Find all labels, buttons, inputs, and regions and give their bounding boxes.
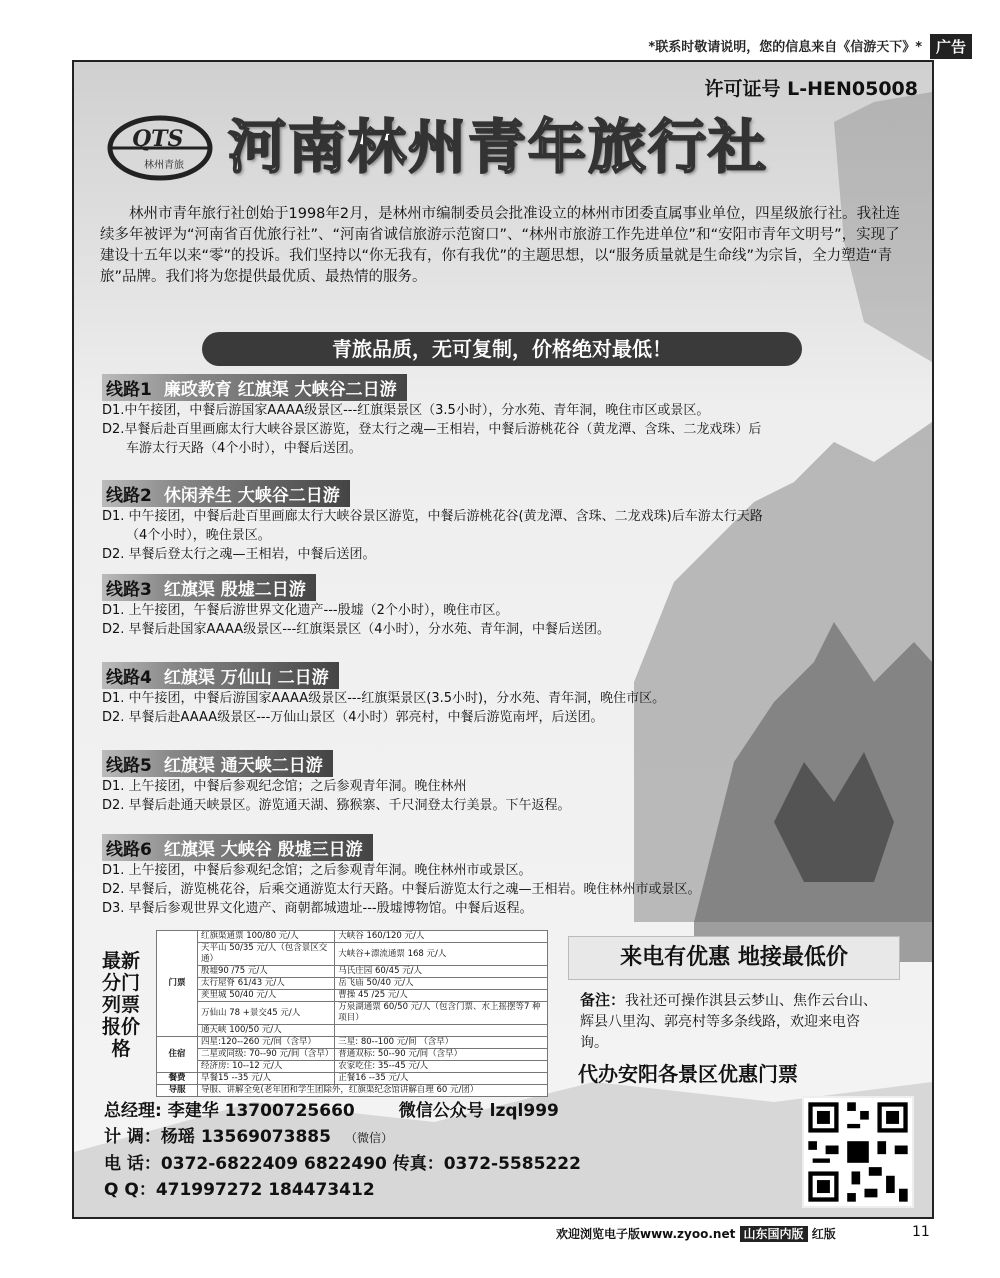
price-cell: 二星或同级: 70--90 元/间（含早） [198,1049,335,1061]
price-row [157,978,548,990]
price-row [157,1061,548,1073]
route-number: 线路1 [106,380,152,400]
price-cell: 太行屋脊 61/43 元/人 [198,978,335,990]
price-cell: 大峡谷+漂流通票 168 元/人 [335,943,548,966]
route-1 [102,374,902,458]
price-row [157,943,548,966]
planner-note: （微信） [344,1131,393,1145]
route-name: 休闲养生 大峡谷二日游 [163,486,340,506]
ad-label: 广告 [930,34,972,59]
price-cell: 红旗渠通票 100/80 元/人 [198,931,335,943]
route-number: 线路6 [106,840,152,860]
price-cell: 天平山 50/35 元/人（包含景区交通） [198,943,335,966]
price-cell [335,1025,548,1037]
note-text: 我社还可操作淇县云梦山、焦作云台山、辉县八里沟、郭亮村等多条线路，欢迎来电咨询。 [580,993,878,1051]
price-row [157,990,548,1002]
contacts [104,1098,595,1203]
price-cell: 大峡谷 160/120 元/人 [335,931,548,943]
footer-site: 欢迎浏览电子版www.zyoo.net [556,1227,736,1241]
phone-fax: 电 话：0372-6822409 6822490 传真：0372-5585222 [104,1154,581,1174]
planner-contact: 计 调：杨瑶 13569073885 [104,1127,331,1147]
route-line: D1. 中午接团，中餐后赴百里画廊太行大峡谷景区游览，中餐后游桃花谷(黄龙潭、含珠、二龙戏珠)后车游太行天路 [102,509,763,524]
route-line: D2. 早餐后赴通天峡景区。游览通天湖、猕猴寨、千尺洞登太行美景。下午返程。 [102,798,571,813]
footer-edition2: 红版 [811,1227,836,1241]
route-5 [102,750,902,815]
intro-paragraph: 林州市青年旅行社创始于1998年2月，是林州市编制委员会批准设立的林州市团委直属事业单位，四星级旅行社。我社连续多年被评为“河南省百优旅行社”、“河南省诚信旅游示范窗口”、“林州市旅游工作先进单位”和“安阳市青年文明号”，实现了建设十五年以来“零”的投诉。我们坚持以“你无我有，你有我优”的主题思想，以“服务质量就是生命线”为宗旨，全力塑造“青旅”品牌。我们将为您提供最优质、最热情的服务。 [100,206,901,285]
logo-letters: QTS [132,126,184,152]
price-cell: 经济房: 10--12 元/人 [198,1061,335,1073]
price-cell: 正餐16 --35 元/人 [335,1073,548,1085]
route-line: D3. 早餐后参观世界文化遗产、商朝都城遗址---殷墟博物馆。中餐后返程。 [102,901,533,916]
qq-numbers: Q Q：471997272 184473412 [104,1180,375,1200]
price-cell: 通天峡 100/50 元/人 [198,1025,335,1037]
advert-frame [72,60,934,1219]
route-line: D1. 上午接团，中餐后参观纪念馆；之后参观青年洞。晚住林州 [102,779,467,794]
manager-contact: 总经理: 李建华 13700725660 [104,1101,355,1121]
price-cell: 早餐15 --35 元/人 [198,1073,335,1085]
note-block [580,990,880,1054]
route-title [102,480,350,507]
price-cell: 万泉湖通票 60/50 元/人（包含门票、水上摇摆等7 种项目） [335,1002,548,1025]
price-cell: 曹操 45 /25 元/人 [335,990,548,1002]
price-cell: 三星: 80--100 元/间 （含早） [335,1037,548,1049]
price-cell: 马氏庄园 60/45 元/人 [335,966,548,978]
route-2 [102,480,902,564]
route-line: D1. 中午接团，中餐后游国家AAAA级景区---红旗渠景区(3.5小时)，分水苑、青年洞，晚住市区。 [102,691,666,706]
route-title [102,750,333,777]
page-number: 11 [912,1224,930,1240]
route-title [102,374,407,401]
route-name: 红旗渠 殷墟二日游 [163,580,306,600]
route-number: 线路2 [106,486,152,506]
license-number: 许可证号 L-HEN05008 [704,78,918,100]
price-cell: 农家吃住: 35--45 元/人 [335,1061,548,1073]
price-cell: 四星:120--260 元/间（含早） [198,1037,335,1049]
promo-banner: 来电有优惠 地接最低价 [568,936,900,980]
header-note: *联系时敬请说明，您的信息来自《信游天下》* [648,40,922,55]
route-line: D2. 早餐后登太行之魂—王相岩，中餐后送团。 [102,547,376,562]
route-6 [102,834,902,918]
price-category: 门票 [157,931,198,1037]
price-cell: 殷墟90 /75 元/人 [198,966,335,978]
price-list-title: 最新分门列票报价格 [101,950,140,1060]
wechat-account: 微信公众号 lzql999 [398,1101,559,1121]
price-row [157,1037,548,1049]
route-name: 红旗渠 通天峡二日游 [163,756,323,776]
route-line: （4个小时），晚住景区。 [126,528,271,543]
price-cell: 羑里城 50/40 元/人 [198,990,335,1002]
route-title [102,662,339,689]
route-title [102,834,373,861]
price-cell: 岳飞庙 50/40 元/人 [335,978,548,990]
route-line: 车游太行天路（4个小时），中餐后送团。 [126,441,362,456]
price-cell: 普通双标: 50--90 元/间（含早） [335,1049,548,1061]
price-row [157,1049,548,1061]
price-row [157,1085,548,1097]
route-number: 线路3 [106,580,152,600]
route-title [102,574,316,601]
route-name: 红旗渠 大峡谷 殷墟三日游 [163,840,363,860]
price-row [157,1073,548,1085]
route-3 [102,574,902,639]
route-line: D2. 早餐后赴AAAA级景区---万仙山景区（4小时）郭亮村，中餐后游览南坪，后送团。 [102,710,604,725]
route-4 [102,662,902,727]
price-table [156,930,548,1097]
agency-name: 河南林州青年旅行社 [228,113,769,181]
route-line: D1.中午接团，中餐后游国家AAAA级景区---红旗渠景区（3.5小时），分水苑、青年洞，晚住市区或景区。 [102,403,710,418]
route-name: 红旗渠 万仙山 二日游 [163,668,329,688]
route-line: D2. 早餐后，游览桃花谷，后乘交通游览太行天路。中餐后游览太行之魂—王相岩。晚住林州市或景区。 [102,882,701,897]
slogan-banner: 青旅品质，无可复制，价格绝对最低！ [202,332,802,366]
price-row [157,931,548,943]
price-row [157,1002,548,1025]
price-category: 导服 [157,1085,198,1097]
footer [556,1225,836,1242]
route-line: D2. 早餐后赴国家AAAA级景区---红旗渠景区（4小时），分水苑、青年洞，中餐后送团。 [102,622,611,637]
price-cell: 导服、讲解全免(老年团和学生团除外，红旗渠纪念馆讲解自理 60 元/团） [198,1085,548,1097]
route-name: 廉政教育 红旗渠 大峡谷二日游 [163,380,397,400]
price-row [157,966,548,978]
price-cell: 万仙山 78 +景交45 元/人 [198,1002,335,1025]
price-category: 餐费 [157,1073,198,1085]
logo-text: 林州青旅 [144,160,184,171]
note-label: 备注： [580,991,626,1009]
route-number: 线路5 [106,756,152,776]
intro-text [100,204,908,288]
qr-code-icon [802,1096,914,1208]
footer-edition: 山东国内版 [740,1226,808,1242]
route-line: D2.早餐后赴百里画廊太行大峡谷景区游览，登太行之魂—王相岩，中餐后游桃花谷（黄龙潭、含珠、二龙戏珠）后 [102,422,762,437]
route-number: 线路4 [106,668,152,688]
route-line: D1. 上午接团，午餐后游世界文化遗产---殷墟（2个小时），晚住市区。 [102,603,509,618]
price-row [157,1025,548,1037]
ticket-agent-text: 代办安阳各景区优惠门票 [578,1062,798,1086]
price-category: 住宿 [157,1037,198,1073]
route-line: D1. 上午接团，中餐后参观纪念馆；之后参观青年洞。晚住林州市或景区。 [102,863,532,878]
